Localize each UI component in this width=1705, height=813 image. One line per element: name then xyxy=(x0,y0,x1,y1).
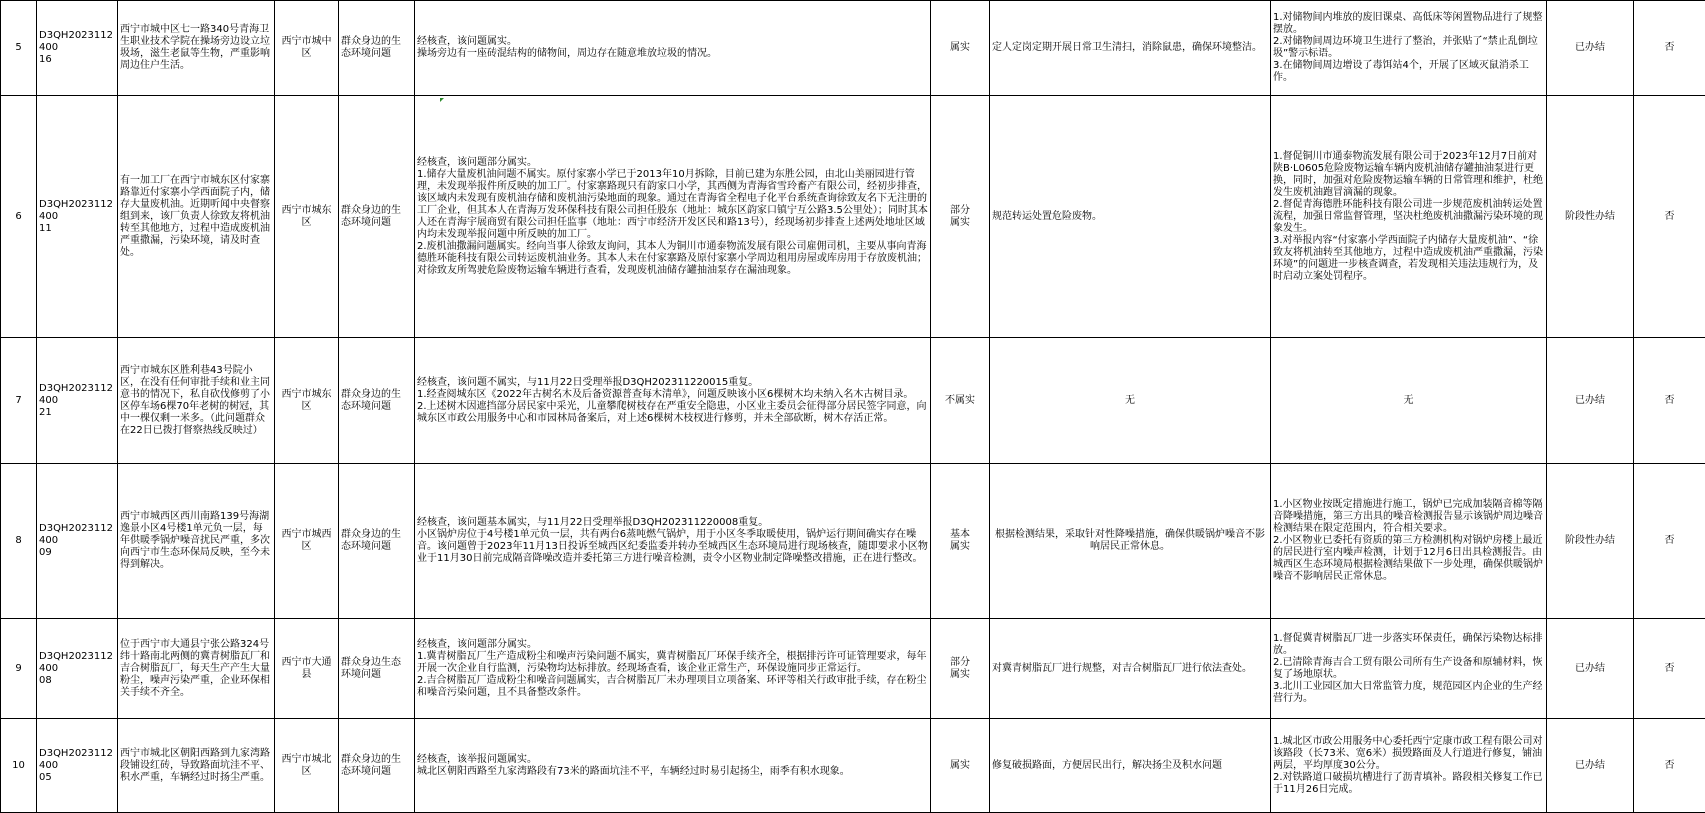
case-code: D3QH2023112400 21 xyxy=(37,338,118,464)
completion-status: 阶段性办结 xyxy=(1547,96,1634,338)
verification-result: 经核查，该问题不属实，与11月22日受理举报D3QH202311220015重复。 1.经查阅城东区《2022年古树名木及后备资源普查每木清单》，问题反映该小区6棵树木均未纳入名木古树目录。 2.上述树木因遮挡部分居民家中采光，儿童攀爬树枝存在严重安全隐患，小区业主委员会征得部分居民签字同意，向城东区市政公用服务中心和市园林局备案后，对上述6棵树木枝杈进行修剪，并未全部砍断，树木存活正常。 xyxy=(415,338,931,464)
rectification-progress: 1.督促冀青树脂瓦厂进一步落实环保责任，确保污染物达标排放。 2.已清除青海吉合工贸有限公司所有生产设备和原辅材料，恢复了场地原状。 3.北川工业园区加大日常监管力度，规范园区内企业的生产经营行为。 xyxy=(1271,619,1547,719)
rectification-progress: 1.督促铜川市通泰物流发展有限公司于2023年12月7日前对陕B·L0605危险废物运输车辆内废机油储存罐抽油泵进行更换，同时，加强对危险废物运输车辆的日常管理和维护，杜绝发生废机油跑冒滴漏的现象。 2.督促青海德胜环能科技有限公司进一步规范废机油转运处置流程，加强日常监督管理，坚决杜绝废机油撒漏污染环境的现象发生。 3.对举报内容“付家寨小学西面院子内储存大量废机油”、“徐致友将机油转至其他地方，过程中造成废机油严重撒漏，污染环境”的问题进一步核查调查，若发现相关违法违规行为，及时启动立案处罚程序。 xyxy=(1271,96,1547,338)
table-row[interactable] xyxy=(1,719,1705,813)
case-code: D3QH2023112400 05 xyxy=(37,719,118,813)
table-row[interactable] xyxy=(1,338,1705,464)
completion-status: 已办结 xyxy=(1547,619,1634,719)
case-code: D3QH2023112400 16 xyxy=(37,1,118,96)
table-row[interactable] xyxy=(1,1,1705,96)
complaint-content: 有一加工厂在西宁市城东区付家寨路靠近付家寨小学西面院子内，储存大量废机油。近期听闻中央督察组到来，该厂负责人徐致友将机油转至其他地方，过程中造成废机油严重撒漏，污染环境，请及时查处。 xyxy=(118,96,275,338)
problem-category: 群众身边的生 态环境问题 xyxy=(339,338,415,464)
handling-measures: 修复破损路面，方便居民出行，解决扬尘及积水问题 xyxy=(990,719,1271,813)
rectification-progress: 1.小区物业按既定措施进行施工，锅炉已完成加装隔音棉等隔音降噪措施，第三方出具的噪音检测报告显示该锅炉周边噪音检测结果在限定范围内，符合相关要求。 2.小区物业已委托有资质的第三方检测机构对锅炉房楼上最近的居民进行室内噪声检测，计划于12月6日出具检测报告。由城西区生态环境局根据检测结果做下一步处理，确保供暖锅炉噪音不影响居民正常休息。 xyxy=(1271,464,1547,619)
accountability: 否 xyxy=(1634,719,1705,813)
table-body xyxy=(1,1,1705,813)
problem-category: 群众身边的生 态环境问题 xyxy=(339,719,415,813)
problem-category: 群众身边的生 态环境问题 xyxy=(339,1,415,96)
accountability: 否 xyxy=(1634,338,1705,464)
row-number: 8 xyxy=(1,464,37,619)
district: 西宁市城东 区 xyxy=(275,96,339,338)
handling-measures: 无 xyxy=(990,338,1271,464)
district: 西宁市城东 区 xyxy=(275,338,339,464)
completion-status: 阶段性办结 xyxy=(1547,464,1634,619)
row-number: 6 xyxy=(1,96,37,338)
truth-status: 不属实 xyxy=(931,338,990,464)
row-number: 5 xyxy=(1,1,37,96)
verification-result: 经核查，该问题基本属实，与11月22日受理举报D3QH202311220008重复。 小区锅炉房位于4号楼1单元负一层，共有两台6蒸吨燃气锅炉，用于小区冬季取暖使用，锅炉运行期间确实存在噪音。该问题曾于2023年11月13日投诉至城西区纪委监委并转办至城西区生态环境局进行现场核查，随即要求小区物业于11月30日前完成隔音降噪改造并委托第三方进行噪音检测，责令小区物业制定降噪整改措施，正在进行整改。 xyxy=(415,464,931,619)
district: 西宁市城中 区 xyxy=(275,1,339,96)
handling-measures: 根据检测结果，采取针对性降噪措施，确保供暖锅炉噪音不影响居民正常休息。 xyxy=(990,464,1271,619)
verification-result: 经核查，该问题属实。 操场旁边有一座砖混结构的储物间，周边存在随意堆放垃圾的情况。 xyxy=(415,1,931,96)
complaint-content: 西宁市城北区朝阳西路到九家湾路段铺设红砖，导致路面坑洼不平、积水严重，车辆经过时扬尘严重。 xyxy=(118,719,275,813)
completion-status: 已办结 xyxy=(1547,338,1634,464)
handling-measures: 定人定岗定期开展日常卫生清扫，消除鼠患，确保环境整洁。 xyxy=(990,1,1271,96)
rectification-progress: 无 xyxy=(1271,338,1547,464)
case-code: D3QH2023112400 08 xyxy=(37,619,118,719)
truth-status: 属实 xyxy=(931,1,990,96)
table-row[interactable] xyxy=(1,619,1705,719)
problem-category: 群众身边生态 环境问题 xyxy=(339,619,415,719)
verification-result: 经核查，该问题部分属实。 1.储存大量废机油问题不属实。原付家寨小学已于2013年10月拆除，目前已建为东胜公园，由北山美丽园进行管理，未发现举报件所反映的加工厂。付家寨路现只有韵家口小学，其西侧为青海省雪玲畜产有限公司，经初步排查，该区域内未发现有废机油存储和废机油污染地面的现象。通过在青海省全程电子化平台系统查询徐致友名下无注册的工厂企业，但其本人在青海万发环保科技有限公司担任股东（地址：城东区韵家口镇宁互公路3.5公里处）；同时其本人还在青海宇展商贸有限公司担任监事（地址：西宁市经济开发区民和路13号），经现场初步排查上述两处地址区域内均未发现举报问题中所反映的加工厂。 2.废机油撒漏问题属实。经向当事人徐致友询问，其本人为铜川市通泰物流发展有限公司雇佣司机，主要从事向青海德胜环能科技有限公司转运废机油业务。其本人未在付家寨路及原付家寨小学周边租用房屋或库房用于存放废机油；对徐致友所驾驶危险废物运输车辆进行查看，发现废机油储存罐抽油泵存在漏油现象。 xyxy=(415,96,931,338)
row-number: 10 xyxy=(1,719,37,813)
handling-measures: 对冀青树脂瓦厂进行规整，对吉合树脂瓦厂进行依法查处。 xyxy=(990,619,1271,719)
accountability: 否 xyxy=(1634,96,1705,338)
complaint-content: 西宁市城中区七一路340号青海卫生职业技术学院在操场旁边设立垃圾场，滋生老鼠等生物，严重影响周边住户生活。 xyxy=(118,1,275,96)
accountability: 否 xyxy=(1634,1,1705,96)
accountability: 否 xyxy=(1634,619,1705,719)
completion-status: 已办结 xyxy=(1547,719,1634,813)
handling-measures: 规范转运处置危险废物。 xyxy=(990,96,1271,338)
district: 西宁市大通 县 xyxy=(275,619,339,719)
row-number: 7 xyxy=(1,338,37,464)
truth-status: 部分 属实 xyxy=(931,96,990,338)
truth-status: 属实 xyxy=(931,719,990,813)
table-row[interactable] xyxy=(1,96,1705,338)
rectification-progress: 1.对储物间内堆放的废旧课桌、高低床等闲置物品进行了规整摆放。 2.对储物间周边环境卫生进行了整治，并张贴了“禁止乱倒垃圾”警示标语。 3.在储物间周边增设了毒饵站4个，开展了区域灭鼠消杀工作。 xyxy=(1271,1,1547,96)
complaint-content: 西宁市城西区西川南路139号海湖逸景小区4号楼1单元负一层，每年供暖季锅炉噪音扰民严重，多次向西宁市生态环保局反映，至今未得到解决。 xyxy=(118,464,275,619)
case-code: D3QH2023112400 09 xyxy=(37,464,118,619)
verification-result: 经核查，该问题部分属实。 1.冀青树脂瓦厂生产造成粉尘和噪声污染问题不属实，冀青树脂瓦厂环保手续齐全，根据排污许可证管理要求，每年开展一次企业自行监测，污染物均达标排放。经现场查看，该企业正常生产，环保设施同步正常运行。 2.吉合树脂瓦厂造成粉尘和噪音问题属实，吉合树脂瓦厂未办理项目立项备案、环评等相关行政审批手续，存在粉尘和噪音污染问题，且不具备整改条件。 xyxy=(415,619,931,719)
rectification-progress: 1.城北区市政公用服务中心委托西宁定康市政工程有限公司对该路段（长73米、宽6米）损毁路面及人行道进行修复，铺油两层，平均厚度30公分。 2.对铁路道口破损坑槽进行了沥青填补。路段相关修复工作已于11月26日完成。 xyxy=(1271,719,1547,813)
truth-status: 基本 属实 xyxy=(931,464,990,619)
completion-status: 已办结 xyxy=(1547,1,1634,96)
case-code: D3QH2023112400 11 xyxy=(37,96,118,338)
district: 西宁市城西 区 xyxy=(275,464,339,619)
complaint-content: 位于西宁市大通县宁张公路324号纬十路南北两侧的冀青树脂瓦厂和吉合树脂瓦厂，每天生产产生大量粉尘，噪声污染严重，企业环保相关手续不齐全。 xyxy=(118,619,275,719)
table-row[interactable] xyxy=(1,464,1705,619)
complaint-content: 西宁市城东区胜利巷43号院小区，在没有任何审批手续和业主同意书的情况下，私自砍伐修剪了小区停车场6棵70年老树的树冠，其中一棵仅剩一米多。（此问题群众在22日已拨打督察热线反映过） xyxy=(118,338,275,464)
row-number: 9 xyxy=(1,619,37,719)
accountability: 否 xyxy=(1634,464,1705,619)
verification-result: 经核查，该举报问题属实。 城北区朝阳西路至九家湾路段有73米的路面坑洼不平，车辆经过时易引起扬尘，雨季有积水现象。 xyxy=(415,719,931,813)
problem-category: 群众身边的生 态环境问题 xyxy=(339,96,415,338)
problem-category: 群众身边的生 态环境问题 xyxy=(339,464,415,619)
cell-comment-indicator xyxy=(440,98,444,102)
truth-status: 部分 属实 xyxy=(931,619,990,719)
district: 西宁市城北 区 xyxy=(275,719,339,813)
